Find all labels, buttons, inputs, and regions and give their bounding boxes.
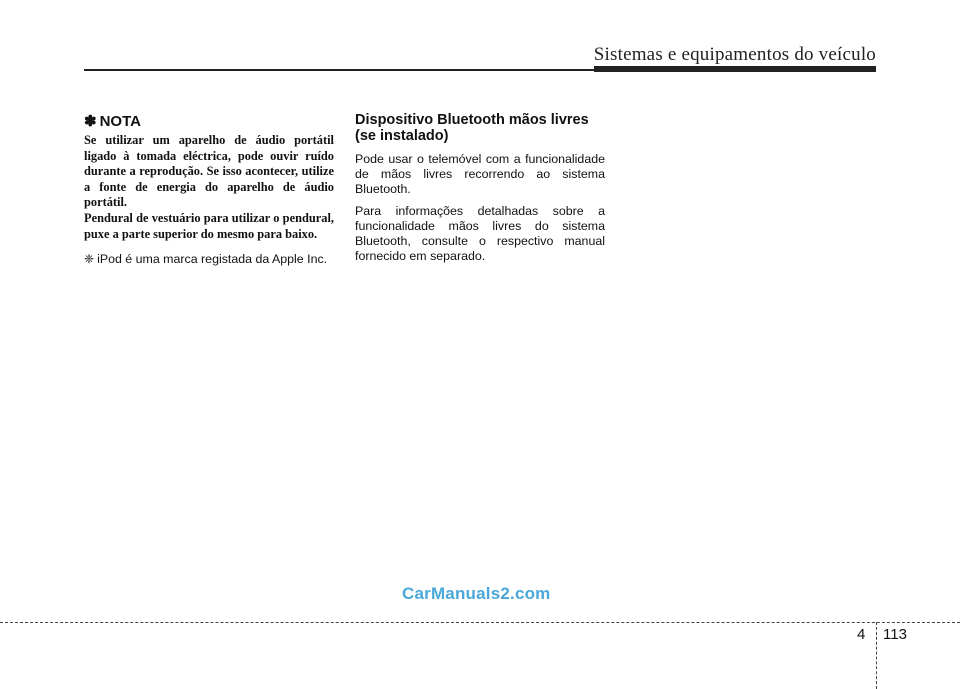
chapter-number: 4 [857, 626, 866, 643]
watermark-link[interactable]: CarManuals2.com [402, 584, 551, 603]
bluetooth-paragraph-2: Para informações detalhadas sobre a funcionalidade mãos livres do sistema Bluetooth, consulte o respectivo manual fornecido em separado. [355, 203, 605, 264]
trademark-star-icon: ❈ [84, 252, 95, 267]
header-rule [84, 69, 594, 71]
bluetooth-paragraph-1: Pode usar o telemóvel com a funcionalidade de mãos livres recorrendo ao sistema Bluetooth. [355, 152, 605, 197]
note-star-icon: ✽ [84, 113, 97, 130]
trademark-text: iPod é uma marca registada da Apple Inc. [97, 252, 328, 267]
note-heading-label: NOTA [99, 112, 141, 130]
page-number: 113 [883, 626, 907, 643]
footer-dashed-divider [876, 622, 877, 689]
note-paragraph-1: Se utilizar um aparelho de áudio portátil ligado à tomada eléctrica, pode ouvir ruído durante a reprodução. Se isso acontecer, utilize a fonte de energia do aparelho de áudio portátil. [84, 133, 334, 210]
bluetooth-title: Dispositivo Bluetooth mãos livres (se instalado) [355, 112, 589, 144]
footer-dashed-rule [0, 622, 960, 623]
note-paragraph-2: Pendural de vestuário para utilizar o pendural, puxe a parte superior do mesmo para baixo. [84, 210, 334, 241]
section-header-title: Sistemas e equipamentos do veículo [593, 44, 876, 65]
note-heading [84, 112, 334, 130]
note-column [84, 112, 334, 267]
trademark-note [84, 252, 334, 267]
bluetooth-column [355, 112, 605, 270]
header-rule-thick [594, 66, 876, 72]
